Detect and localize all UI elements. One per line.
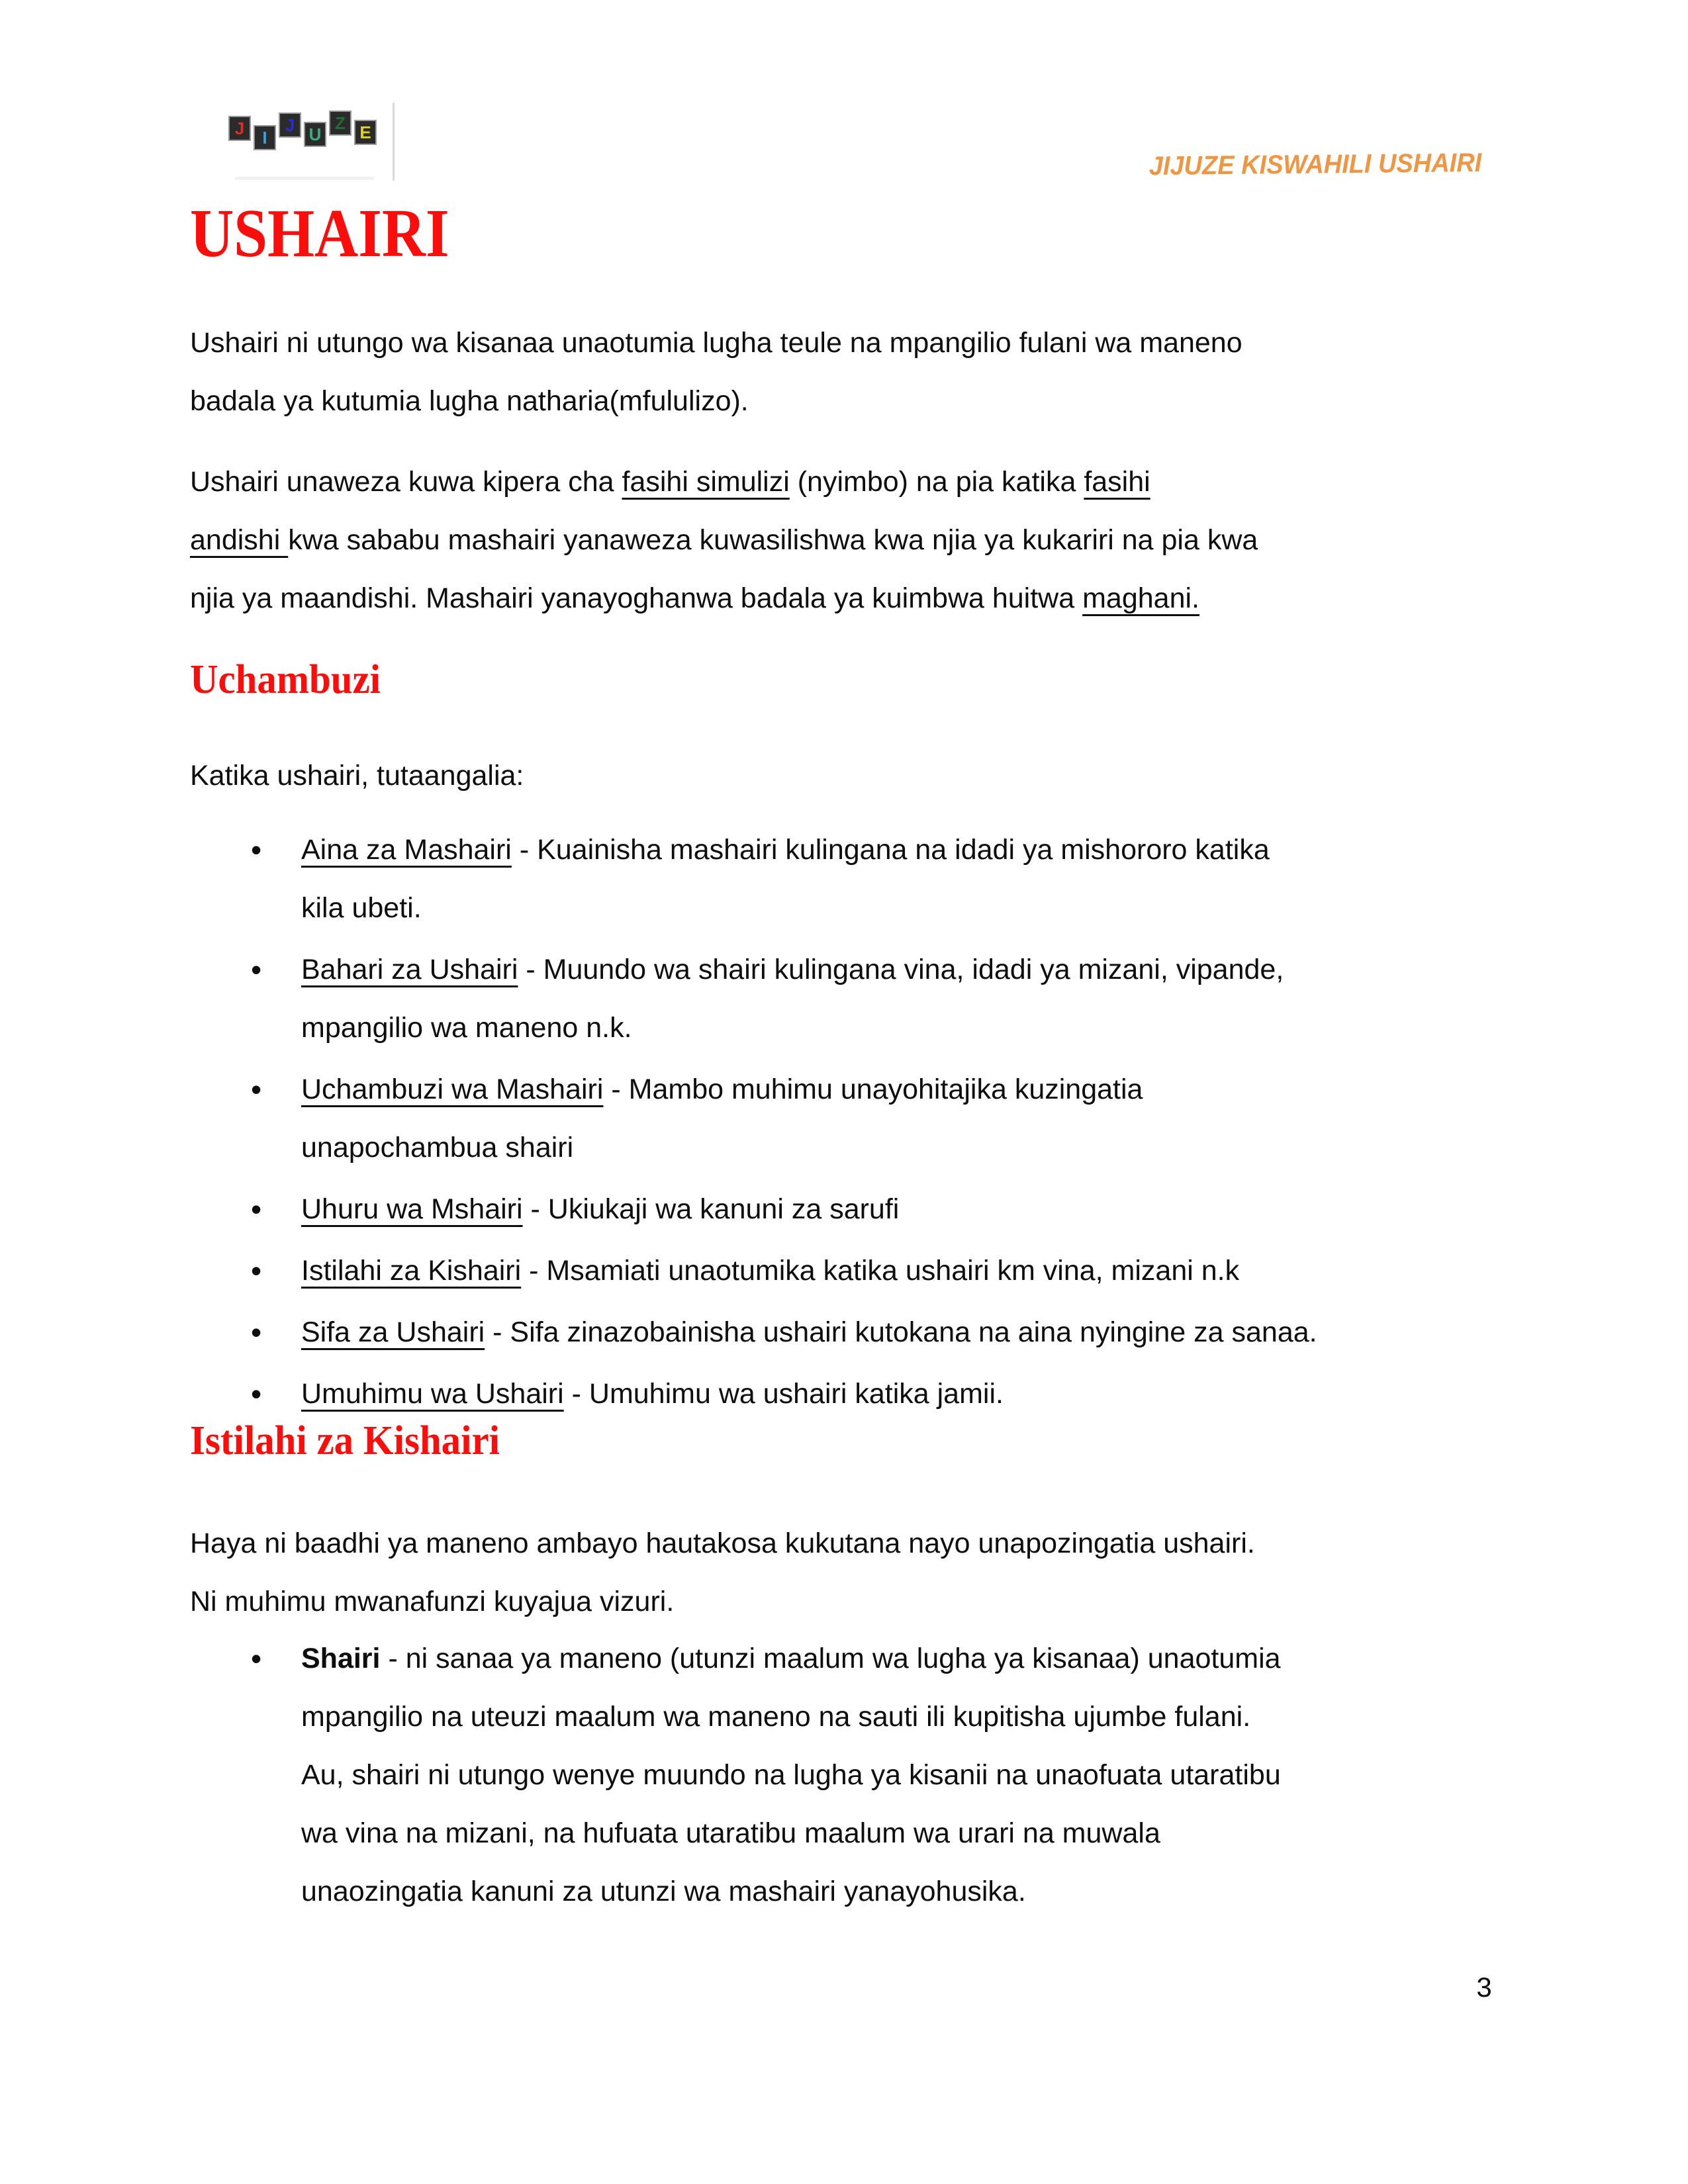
section-heading-istilahi: Istilahi za Kishairi — [190, 1418, 500, 1463]
logo-edge-artifact — [393, 103, 395, 181]
intro-paragraph-2: Ushairi unaweza kuwa kipera cha fasihi simulizi (nyimbo) na pia katika fasihi andishi kwa sababu mashairi yanaweza kuwasilishwa kwa njia ya kukariri na pia kwa njia ya maandishi. Mashairi yanayoghanwa badala ya kuimbwa huitwa maghani. — [190, 466, 1258, 614]
logo-shadow-artifact — [235, 177, 374, 180]
logo-tile — [304, 122, 326, 147]
list-item-aina-za-mashairi: • Aina za Mashairi - Kuainisha mashairi kulingana na idadi ya mishororo katika kila ubeti. — [190, 821, 1514, 937]
page-title: USHAIRI — [190, 195, 449, 271]
logo-letter: Z — [335, 113, 346, 133]
uchambuzi-list — [190, 821, 1514, 1426]
list-item-sifa-za-ushairi: • Sifa za Ushairi - Sifa zinazobainisha ushairi kutokana na aina nyingine za sanaa. — [190, 1303, 1514, 1361]
list-item-shairi-definition: • Shairi - ni sanaa ya maneno (utunzi maalum wa lugha ya kisanaa) unaotumia mpangilio na uteuzi maalum wa maneno na sauti ili kupitisha ujumbe fulani. Au, shairi ni utungo wenye muundo na lugha ya kisanii na unaofuata utaratibu wa vina na mizani, na hufuata utaratibu maalum wa urari na muwala unaozingatia kanuni za utunzi wa mashairi yanayohusika. — [190, 1629, 1514, 1921]
list-item-umuhimu-wa-ushairi: • Umuhimu wa Ushairi - Umuhimu wa ushairi katika jamii. — [190, 1365, 1514, 1423]
logo-letter: E — [359, 122, 371, 142]
jijuze-logo — [228, 111, 394, 163]
istilahi-lead-paragraph: Haya ni baadhi ya maneno ambayo hautakosa kukutana nayo unapozingatia ushairi. Ni muhimu mwanafunzi kuyajua vizuri. — [190, 1527, 1255, 1617]
list-item-istilahi-za-kishairi: • Istilahi za Kishairi - Msamiati unaotumika katika ushairi km vina, mizani n.k — [190, 1242, 1514, 1300]
list-item-uhuru-wa-mshairi: • Uhuru wa Mshairi - Ukiukaji wa kanuni za sarufi — [190, 1180, 1514, 1238]
logo-tile — [354, 120, 377, 145]
intro-paragraph-1: Ushairi ni utungo wa kisanaa unaotumia lugha teule na mpangilio fulani wa maneno badala ya kutumia lugha natharia(mfululizo). — [190, 327, 1243, 417]
list-item-bahari-za-ushairi: • Bahari za Ushairi - Muundo wa shairi kulingana vina, idadi ya mizani, vipande, mpangilio wa maneno n.k. — [190, 940, 1514, 1057]
logo-letter: I — [262, 128, 267, 148]
logo-tile — [228, 116, 251, 141]
logo-letter: U — [308, 124, 322, 144]
istilahi-list — [190, 1629, 1514, 1924]
list-item-uchambuzi-wa-mashairi: • Uchambuzi wa Mashairi - Mambo muhimu unayohitajika kuzingatia unapochambua shairi — [190, 1060, 1514, 1177]
uchambuzi-lead-text: Katika ushairi, tutaangalia: — [190, 760, 524, 792]
logo-tile — [254, 125, 276, 150]
logo-tile — [279, 113, 301, 138]
section-heading-uchambuzi: Uchambuzi — [190, 657, 381, 702]
logo-tile — [329, 111, 352, 136]
logo-letter: J — [285, 115, 295, 135]
logo-letter: J — [234, 118, 245, 138]
page-number: 3 — [1476, 1972, 1492, 2003]
brand-tagline: JIJUZE KISWAHILI USHAIRI — [1149, 148, 1482, 181]
